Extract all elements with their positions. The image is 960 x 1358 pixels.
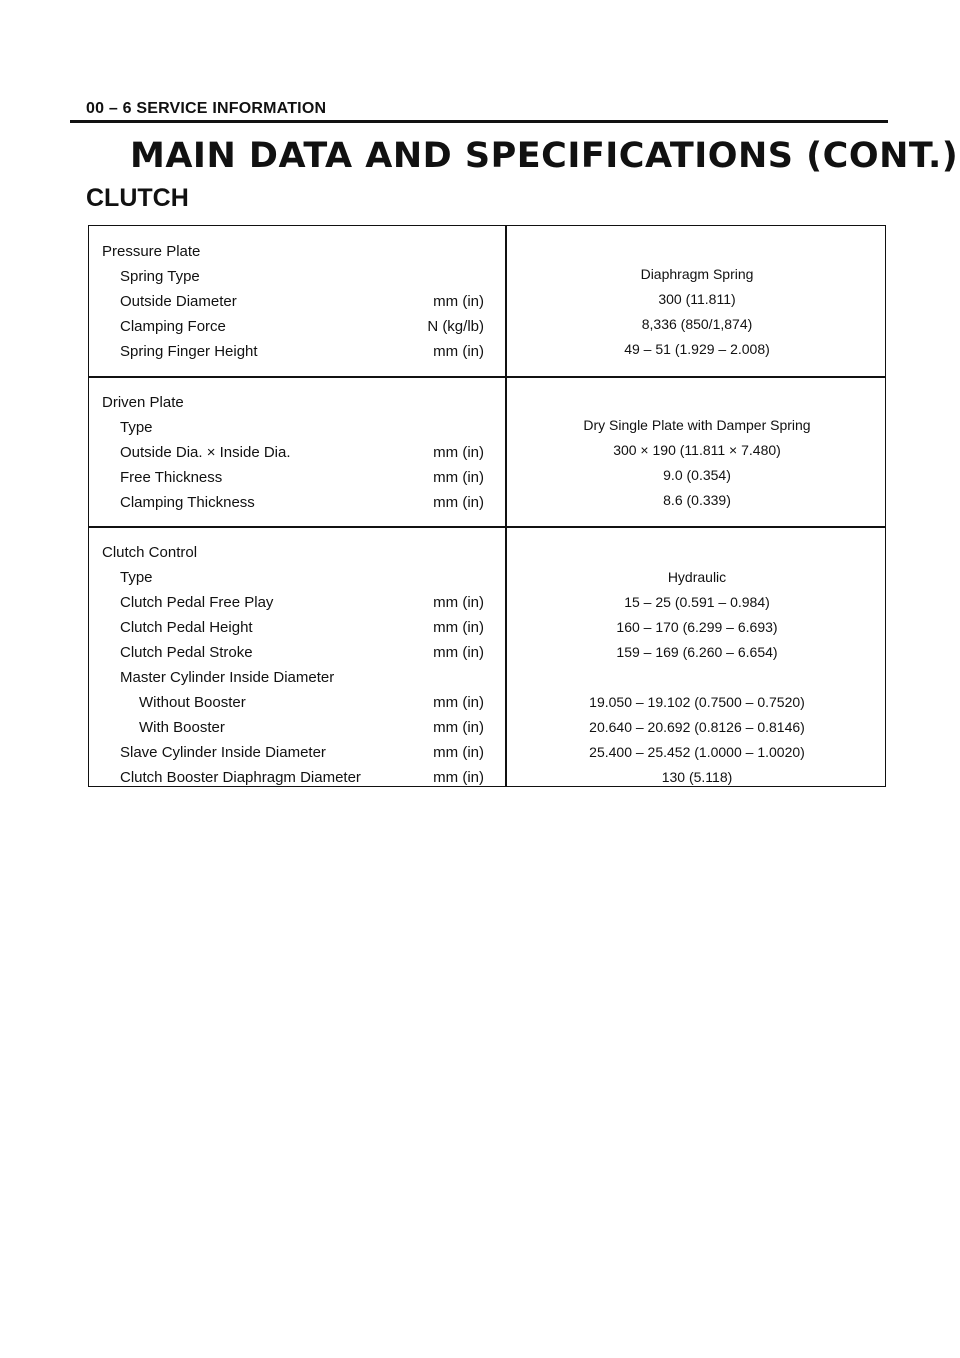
spec-label: Outside Diameter xyxy=(120,293,237,310)
spec-table xyxy=(88,225,886,787)
spec-row xyxy=(89,390,885,415)
spec-label: Clutch Control xyxy=(102,544,198,561)
spec-value: Diaphragm Spring xyxy=(640,266,754,282)
spec-value: 19.050 – 19.102 (0.7500 – 0.7520) xyxy=(589,694,805,710)
spec-unit: mm (in) xyxy=(433,293,484,310)
spec-unit: mm (in) xyxy=(433,343,484,360)
spec-label: Master Cylinder Inside Diameter xyxy=(120,669,335,686)
spec-row xyxy=(89,665,885,690)
spec-label: Type xyxy=(120,419,153,436)
spec-row xyxy=(89,314,885,339)
spec-row xyxy=(89,615,885,640)
spec-label: Pressure Plate xyxy=(102,243,201,260)
section-title: CLUTCH xyxy=(86,184,189,212)
spec-label: Clutch Booster Diaphragm Diameter xyxy=(120,769,361,786)
spec-value: 9.0 (0.354) xyxy=(663,467,731,483)
spec-row xyxy=(89,740,885,765)
spec-value: 15 – 25 (0.591 – 0.984) xyxy=(624,594,770,610)
spec-value: 160 – 170 (6.299 – 6.693) xyxy=(616,619,778,635)
page-title: MAIN DATA AND SPECIFICATIONS (CONT.) xyxy=(130,136,959,176)
spec-value: 130 (5.118) xyxy=(661,769,733,785)
spec-unit: mm (in) xyxy=(433,469,484,486)
spec-row xyxy=(89,590,885,615)
spec-value: Hydraulic xyxy=(667,569,727,585)
spec-row xyxy=(89,490,885,515)
spec-value: 300 (11.811) xyxy=(658,291,736,307)
spec-label: Clutch Pedal Free Play xyxy=(120,594,274,611)
spec-label: Clamping Thickness xyxy=(120,494,255,511)
spec-unit: mm (in) xyxy=(433,644,484,661)
spec-label: Type xyxy=(120,569,153,586)
spec-value: 8.6 (0.339) xyxy=(663,492,731,508)
spec-label: Spring Type xyxy=(120,268,200,285)
spec-value: Dry Single Plate with Damper Spring xyxy=(583,417,811,433)
spec-unit: mm (in) xyxy=(433,719,484,736)
spec-value: 159 – 169 (6.260 – 6.654) xyxy=(616,644,778,660)
spec-label: With Booster xyxy=(139,719,225,736)
spec-value: 8,336 (850/1,874) xyxy=(641,316,753,332)
spec-unit: mm (in) xyxy=(433,444,484,461)
spec-label: Free Thickness xyxy=(120,469,223,486)
spec-row xyxy=(89,765,885,790)
spec-unit: mm (in) xyxy=(433,619,484,636)
spec-label: Driven Plate xyxy=(102,394,184,411)
spec-row xyxy=(89,415,885,440)
spec-label: Slave Cylinder Inside Diameter xyxy=(120,744,326,761)
spec-label: Clutch Pedal Height xyxy=(120,619,253,636)
spec-row xyxy=(89,640,885,665)
spec-unit: N (kg/lb) xyxy=(427,318,484,335)
spec-unit: mm (in) xyxy=(433,769,484,786)
group-divider xyxy=(89,526,885,528)
spec-row xyxy=(89,239,885,264)
spec-unit: mm (in) xyxy=(433,494,484,511)
page-header: 00 – 6 SERVICE INFORMATION xyxy=(86,100,327,117)
spec-label: Outside Dia. × Inside Dia. xyxy=(120,444,291,461)
spec-row xyxy=(89,715,885,740)
group-divider xyxy=(89,376,885,378)
spec-label: Spring Finger Height xyxy=(120,343,258,360)
spec-label: Without Booster xyxy=(139,694,246,711)
spec-label: Clutch Pedal Stroke xyxy=(120,644,253,661)
header-rule xyxy=(70,120,888,123)
spec-unit: mm (in) xyxy=(433,594,484,611)
spec-value: 49 – 51 (1.929 – 2.008) xyxy=(624,341,770,357)
spec-unit: mm (in) xyxy=(433,744,484,761)
spec-row xyxy=(89,264,885,289)
spec-value: 300 × 190 (11.811 × 7.480) xyxy=(613,442,781,458)
spec-row xyxy=(89,440,885,465)
spec-label: Clamping Force xyxy=(120,318,226,335)
spec-row xyxy=(89,339,885,364)
spec-row xyxy=(89,690,885,715)
spec-row xyxy=(89,540,885,565)
spec-unit: mm (in) xyxy=(433,694,484,711)
spec-value: 25.400 – 25.452 (1.0000 – 1.0020) xyxy=(589,744,805,760)
spec-row xyxy=(89,465,885,490)
spec-row xyxy=(89,565,885,590)
spec-value: 20.640 – 20.692 (0.8126 – 0.8146) xyxy=(589,719,805,735)
spec-row xyxy=(89,289,885,314)
